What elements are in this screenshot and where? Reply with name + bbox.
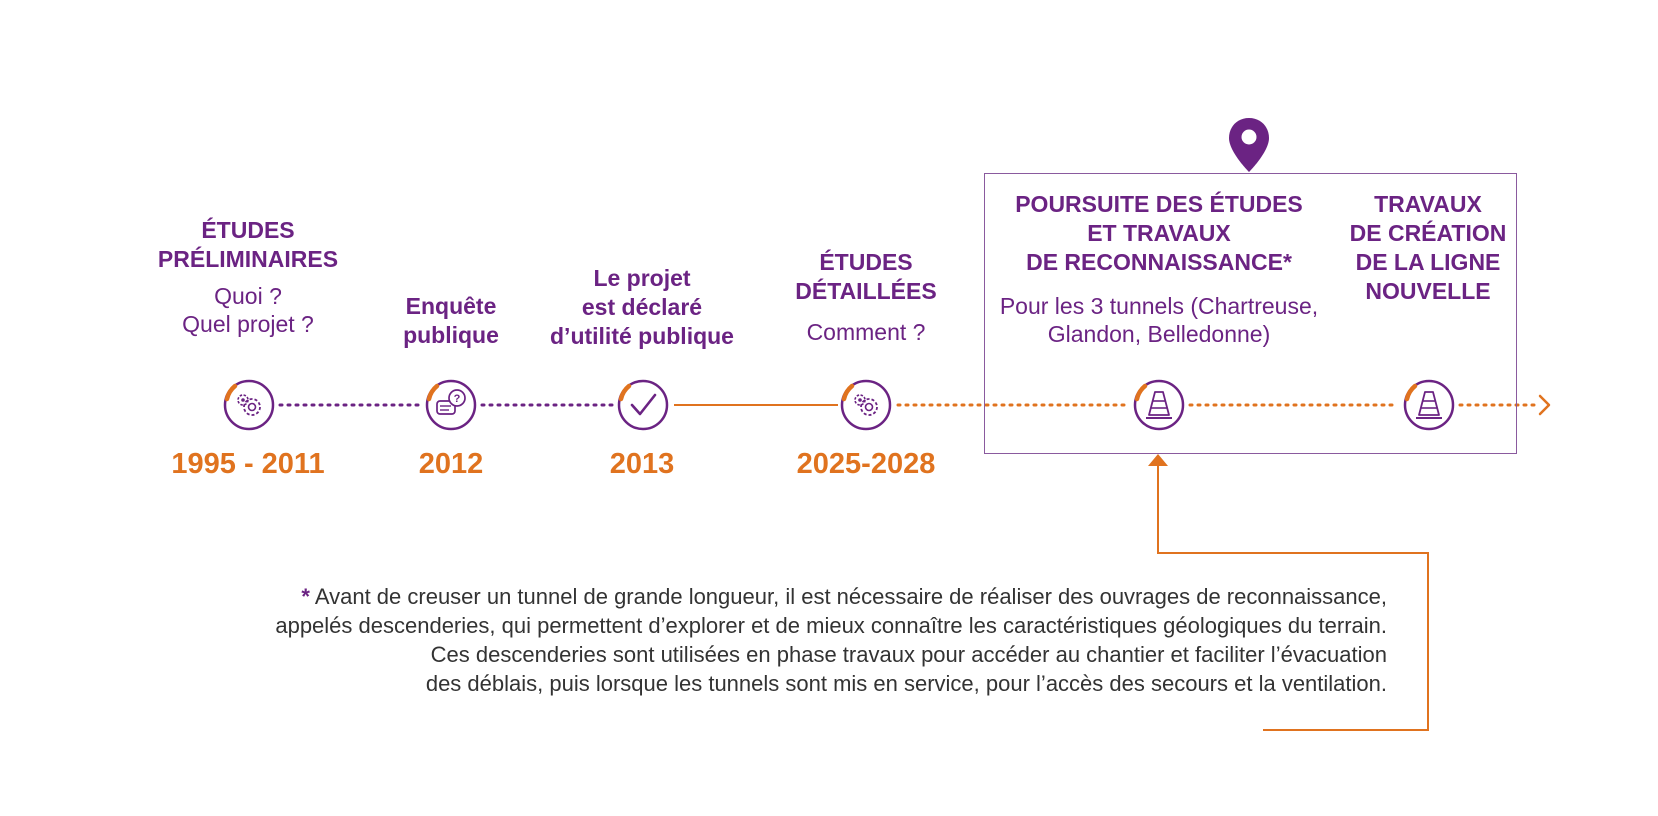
checkmark-icon [617,379,669,431]
stage-etudes-detaillees [766,248,966,346]
gears-icon [223,379,275,431]
stage-year: 2012 [418,448,484,480]
timeline-end-arrow [1540,396,1549,414]
traffic-cone-icon [1133,379,1185,431]
stage-title: POURSUITE DES ÉTUDES ET TRAVAUX DE RECONNAISSANCE* [1015,191,1303,275]
footnote [147,582,1387,698]
stage-subtitle: Pour les 3 tunnels (Chartreuse, Glandon, Belledonne) [999,293,1319,347]
svg-text:?: ? [453,393,461,405]
stage-poursuite-etudes [984,190,1334,348]
stage-title: Le projet est déclaré d’utilité publique [550,265,734,349]
stage-travaux-creation [1328,190,1528,306]
stage-etudes-preliminaires [148,216,348,338]
stage-title: Enquête publique [403,293,499,348]
map-pin-icon [1227,116,1271,174]
stage-title: ÉTUDES DÉTAILLÉES [795,249,937,304]
stage-enquete-publique [361,292,541,350]
footnote-star: * [301,584,310,609]
stage-title: ÉTUDES PRÉLIMINAIRES [157,217,339,272]
stage-year: 2025-2028 [796,448,936,480]
traffic-cone-icon [1403,379,1455,431]
stage-title: TRAVAUX DE CRÉATION DE LA LIGNE NOUVELLE [1349,191,1507,304]
stage-year: 2013 [609,448,675,480]
stage-utilite-publique [532,264,752,351]
stage-year: 1995 - 2011 [171,448,325,480]
stage-subtitle: Quoi ? Quel projet ? [182,283,314,337]
footnote-line-2: appelés descenderies, qui permettent d’explorer et de mieux connaître les caractéristiques géologiques du terrain. [275,613,1387,638]
footnote-line-1 [147,582,1387,611]
stage-subtitle: Comment ? [806,319,926,345]
footnote-line-3: Ces descenderies sont utilisées en phase travaux pour accéder au chantier et faciliter l’évacuation [430,642,1387,667]
footnote-line-4: des déblais, puis lorsque les tunnels sont mis en service, pour l’accès des secours et la ventilation. [425,671,1387,696]
footnote-pointer-arrowhead [1148,454,1168,466]
chat-question-icon [425,379,477,431]
gears-icon [840,379,892,431]
footnote-text: Avant de creuser un tunnel de grande longueur, il est nécessaire de réaliser des ouvrages de reconnaissance, [314,584,1387,609]
